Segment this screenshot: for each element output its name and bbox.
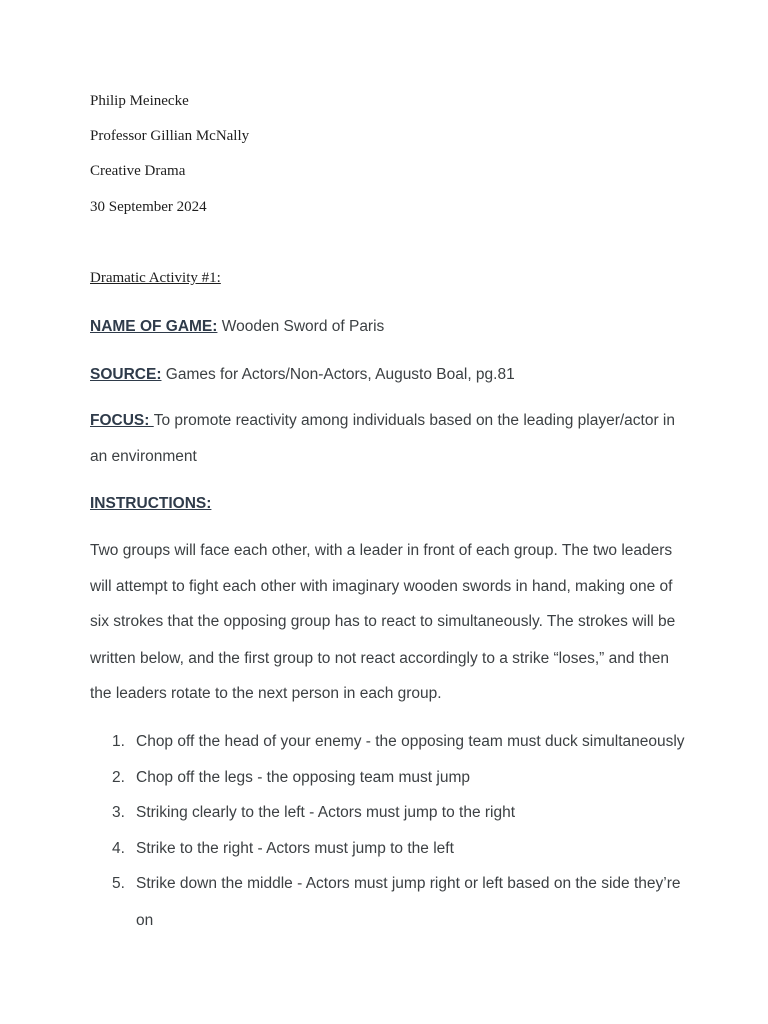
- source-line: [90, 366, 515, 384]
- list-item-number: 3.: [112, 804, 125, 821]
- list-item-text: Strike to the right - Actors must jump to the left: [136, 840, 454, 857]
- focus-line: [90, 412, 675, 430]
- list-item-text: Strike down the middle - Actors must jump right or left based on the side they’re: [136, 875, 681, 892]
- focus-text-line-1: To promote reactivity among individuals based on the leading player/actor in: [153, 412, 675, 429]
- name-of-game-line: [90, 318, 384, 336]
- focus-label: FOCUS:: [90, 412, 154, 429]
- author-name: Philip Meinecke: [90, 93, 189, 109]
- list-item-text: Chop off the legs - the opposing team must jump: [136, 769, 471, 786]
- document-date: 30 September 2024: [90, 199, 207, 215]
- instructions-paragraph-line: the leaders rotate to the next person in each group.: [90, 685, 442, 702]
- list-item-number: 4.: [112, 840, 125, 857]
- source-label: SOURCE:: [90, 366, 162, 383]
- instructions-paragraph-line: Two groups will face each other, with a leader in front of each group. The two leaders: [90, 542, 673, 559]
- instructions-paragraph-line: will attempt to fight each other with imaginary wooden swords in hand, making one of: [90, 578, 673, 595]
- list-item-text: Chop off the head of your enemy - the opposing team must duck simultaneously: [136, 733, 685, 750]
- course-name: Creative Drama: [90, 163, 186, 179]
- focus-text-line-2: an environment: [90, 448, 197, 465]
- list-item-text: Striking clearly to the left - Actors must jump to the right: [136, 804, 516, 821]
- list-item-number: 2.: [112, 769, 125, 786]
- instructions-paragraph-line: six strokes that the opposing group has to react to simultaneously. The strokes will be: [90, 613, 676, 630]
- list-item-number: 5.: [112, 875, 125, 892]
- activity-title: Dramatic Activity #1:: [90, 270, 221, 286]
- instructions-paragraph-line: written below, and the first group to not react accordingly to a strike “loses,” and then: [90, 650, 669, 667]
- instructions-label: INSTRUCTIONS:: [90, 495, 212, 512]
- list-item-text-continuation: on: [136, 912, 154, 929]
- professor-name: Professor Gillian McNally: [90, 128, 250, 144]
- name-of-game-value: Wooden Sword of Paris: [217, 318, 385, 335]
- instructions-heading: [90, 495, 211, 513]
- source-value: Games for Actors/Non-Actors, Augusto Boal, pg.81: [161, 366, 515, 383]
- name-of-game-label: NAME OF GAME:: [90, 318, 218, 335]
- list-item-number: 1.: [112, 733, 125, 750]
